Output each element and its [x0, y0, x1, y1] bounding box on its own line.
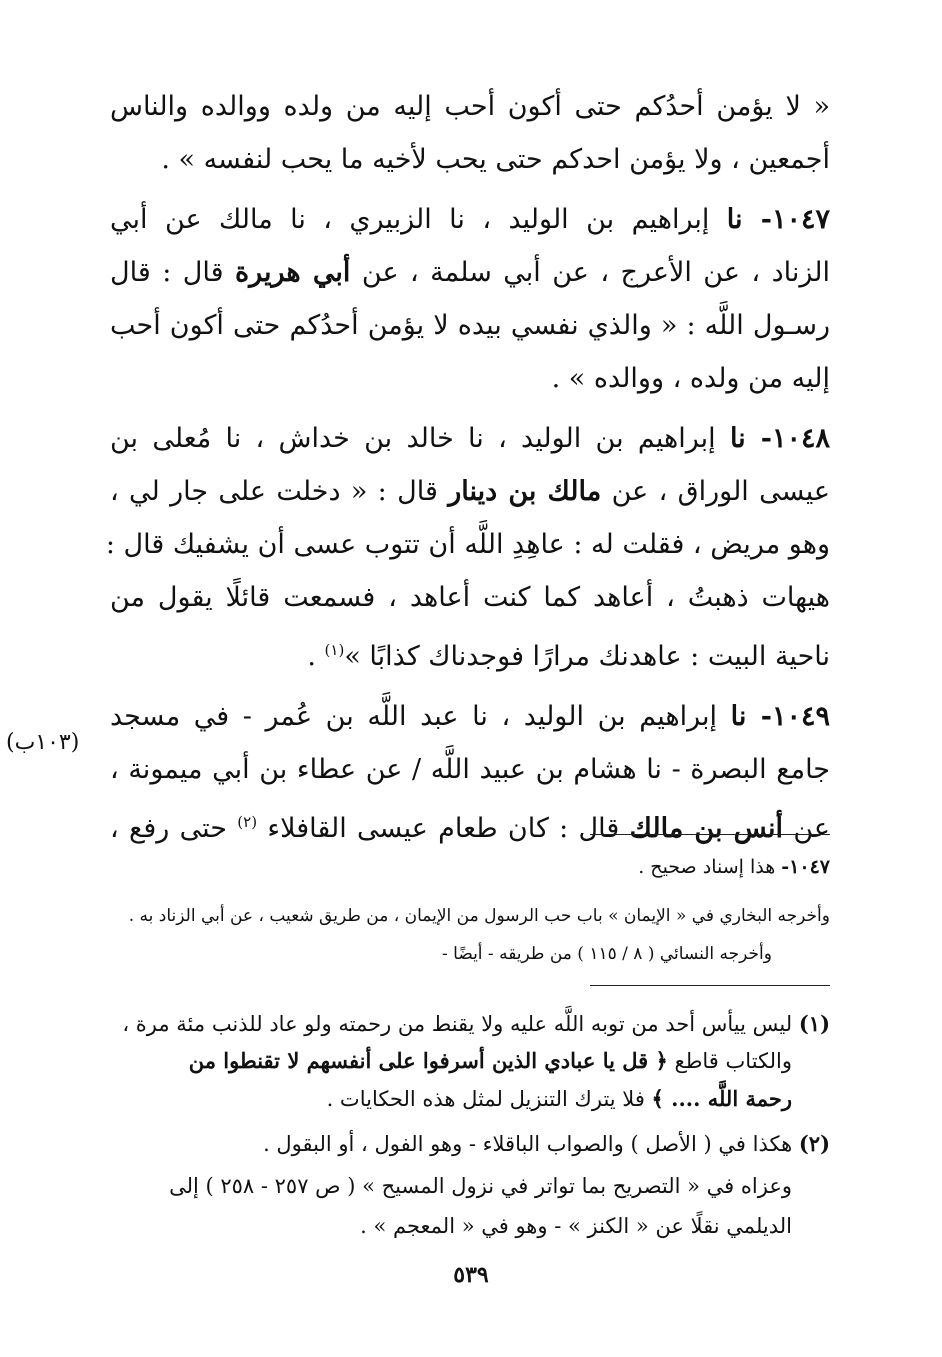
paragraph-1047 [110, 193, 830, 405]
separator-line [590, 985, 830, 986]
text-line: ١٠٤٧- نا إبراهيم بن الوليد ، نا الزبيري ، نا مالك عن أبي [110, 204, 830, 235]
footnote-1-line: والكتاب قاطع ﴿ قل يا عبادي الذين أسرفوا على أنفسهم لا تقنطوا من [188, 1048, 792, 1073]
narrator-name: أبي هريرة [234, 257, 351, 288]
footnote-1: (١) ليس ييأس أحد من توبه اللَّه عليه ولا يقنط من رحمته ولو عاد للذنب مئة مرة ، [122, 1011, 830, 1036]
footnote-2: (٢) هكذا في ( الأصل ) والصواب الباقلاء - وهو الفول ، أو البقول . [263, 1131, 830, 1156]
separator-line [590, 834, 830, 835]
text-line: عن أنس بن مالك قال : كان طعام عيسى القافلاء $^{(٢)}$ حتى رفع ، [110, 813, 830, 844]
text-line: هيهات ذهبتُ ، أعاهد كما كنت أعاهد ، فسمعت قائلًا يقول من [110, 582, 830, 613]
footnote-2-line: الديلمي نقلًا عن « الكنز » - وهو في « المعجم » . [360, 1214, 792, 1238]
takhrij-heading: ١٠٤٧- هذا إسناد صحيح . [638, 856, 830, 878]
footnote-ref[interactable]: (٢) [237, 813, 258, 831]
hadith-number: ١٠٤٨- نا [729, 423, 830, 454]
narrator-name: أنس بن مالك [629, 813, 784, 844]
hadith-number: ١٠٤٩- نا [730, 701, 830, 732]
text-line: الزناد ، عن الأعرج ، عن أبي سلمة ، عن أبي هريرة قال : قال [110, 257, 830, 288]
quran-verse: رحمة اللَّه .... ﴾ [651, 1086, 792, 1111]
text-line: ناحية البيت : عاهدنك مرارًا فوجدناك كذابًا »$^{(١)}$ . [307, 641, 830, 672]
text-line: رسـول اللَّه : « والذي نفسي بيده لا يؤمن أحدُكم حتى أكون أحب [110, 310, 830, 341]
takhrij-line: وأخرجه البخاري في « الإيمان » باب حب الرسول من الإيمان ، من طريق شعيب ، عن أبي الزناد به . [128, 906, 830, 926]
paragraph-1049 [110, 690, 830, 855]
text-line: عيسى الوراق ، عن مالك بن دينار قال : « دخلت على جار لي ، [110, 476, 830, 507]
text-line: أجمعين ، ولا يؤمن احدكم حتى يحب لأخيه ما يحب لنفسه » . [161, 144, 830, 175]
narrator-name: مالك بن دينار [448, 476, 602, 507]
page-number: ٥٣٩ [453, 1262, 489, 1288]
paragraph-1048 [105, 412, 830, 683]
text-line: « لا يؤمن أحدُكم حتى أكون أحب إليه من ولده ووالده والناس [110, 91, 830, 122]
text-line: وهو مريض ، فقلت له : عاهِدِ اللَّه أن تتوب عسى أن يشفيك قال : [105, 529, 830, 560]
manuscript-folio-marker: (١٠٣ب) [6, 730, 80, 755]
text-line: ١٠٤٨- نا إبراهيم بن الوليد ، نا خالد بن خداش ، نا مُعلى بن [110, 423, 830, 454]
text-line: إليه من ولده ، ووالده » . [551, 363, 830, 394]
footnote-2-line: وعزاه في « التصريح بما تواتر في نزول المسيح » ( ص ٢٥٧ - ٢٥٨ ) إلى [169, 1174, 792, 1198]
paragraph-hadith-end [110, 80, 830, 186]
quran-verse: ﴿ قل يا عبادي الذين أسرفوا على أنفسهم لا تقنطوا من [188, 1048, 668, 1073]
text-line: ١٠٤٩- نا إبراهيم بن الوليد ، نا عبد اللَّه بن عُمر - في مسجد [110, 701, 830, 732]
main-text [105, 80, 830, 862]
takhrij-line: وأخرجه النسائي ( ٨ / ١١٥ ) من طريقه - أيضًا - [442, 944, 772, 964]
hadith-number: ١٠٤٧- نا [726, 204, 830, 235]
footnote-1-line: رحمة اللَّه .... ﴾ فلا يترك التنزيل لمثل هذه الحكايات . [326, 1086, 792, 1111]
footnote-ref[interactable]: (١) [324, 641, 345, 659]
text-line: جامع البصرة - نا هشام بن عبيد اللَّه / عن عطاء بن أبي ميمونة ، [110, 754, 830, 785]
